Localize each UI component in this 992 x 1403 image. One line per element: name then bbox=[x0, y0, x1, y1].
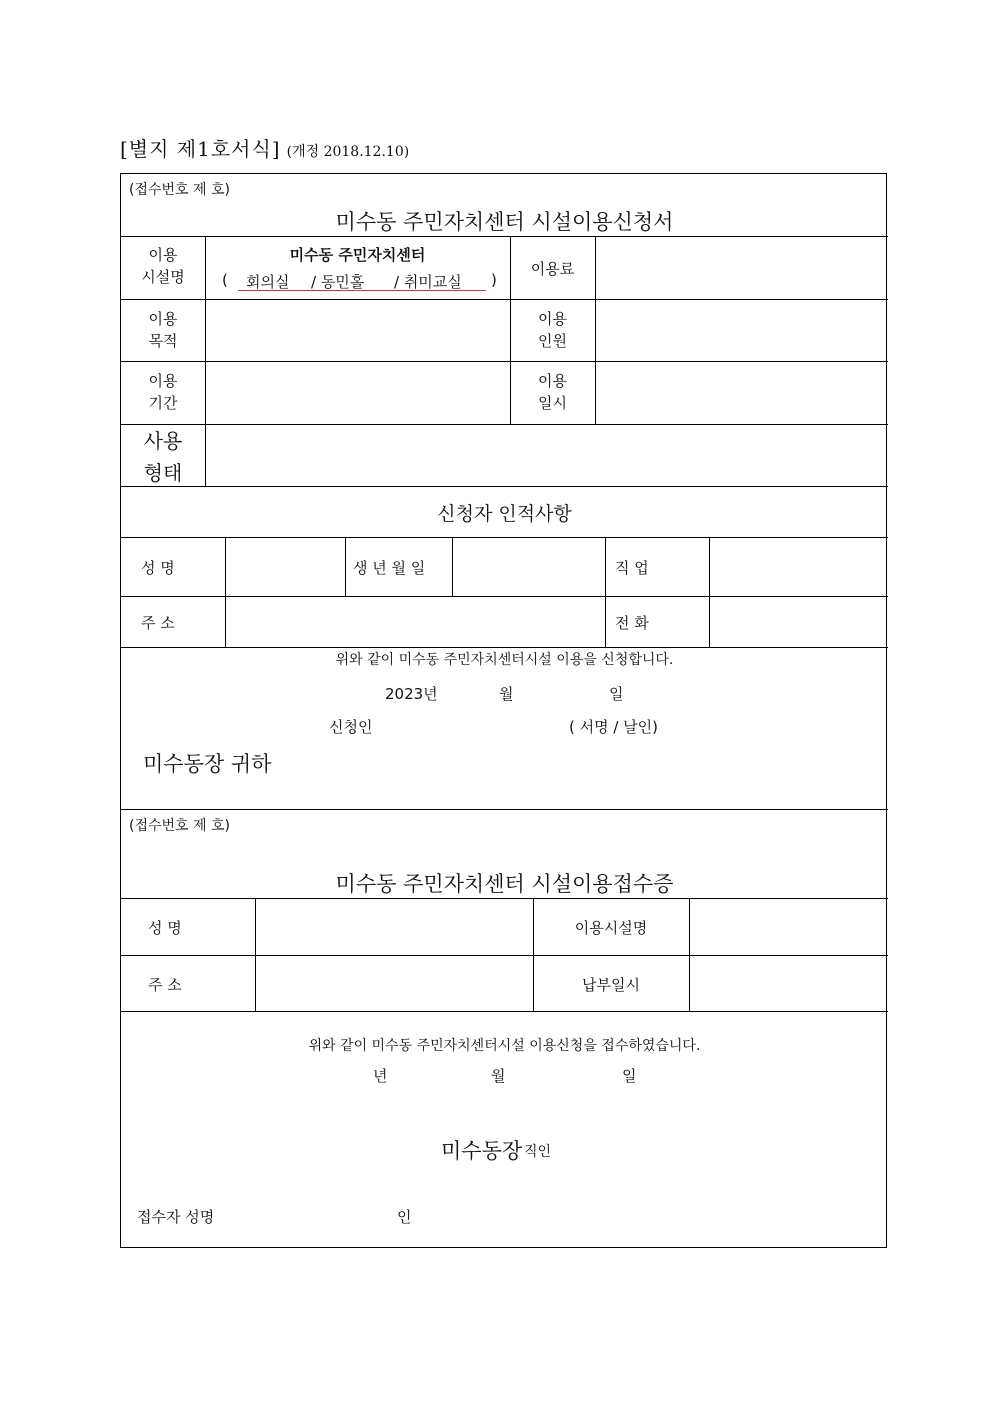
date-day: 일 bbox=[609, 685, 624, 703]
address-field[interactable] bbox=[226, 597, 604, 646]
date-month: 월 bbox=[499, 685, 514, 703]
fee-field[interactable] bbox=[596, 237, 886, 298]
purpose-field[interactable] bbox=[206, 300, 509, 360]
receipt-date-year: 년 bbox=[373, 1067, 388, 1085]
paren-open: ( bbox=[222, 271, 228, 289]
receipt-address-label: 주 소 bbox=[148, 976, 182, 994]
receipt-name-field[interactable] bbox=[256, 899, 532, 954]
address-label: 주 소 bbox=[141, 614, 175, 632]
receipt-facility-field[interactable] bbox=[690, 899, 886, 954]
birth-label: 생 년 월 일 bbox=[353, 559, 426, 577]
receipt-payment-label: 납부일시 bbox=[582, 976, 640, 994]
datetime-label: 이용 일시 bbox=[538, 372, 567, 412]
facility-name: 미수동 주민자치센터 bbox=[289, 246, 426, 264]
receiver-label: 접수자 성명 bbox=[137, 1208, 215, 1226]
receipt-receipt-number: (접수번호 제 호) bbox=[129, 818, 230, 834]
signature-label: ( 서명 / 날인) bbox=[569, 718, 659, 736]
name-label: 성 명 bbox=[141, 559, 175, 577]
receipt-address-field[interactable] bbox=[256, 956, 532, 1010]
option-meeting-room[interactable]: 회의실 bbox=[246, 273, 290, 291]
option-hobby-room[interactable]: / 취미교실 bbox=[394, 273, 462, 291]
chief-title: 미수동장 bbox=[441, 1139, 523, 1163]
applicant-section-title: 신청자 인적사항 bbox=[437, 503, 572, 525]
receipt-facility-label: 이용시설명 bbox=[574, 919, 648, 937]
facility-label: 이용 시설명 bbox=[141, 246, 185, 286]
phone-field[interactable] bbox=[710, 597, 886, 646]
addressee: 미수동장 귀하 bbox=[143, 752, 272, 776]
form-title: 미수동 주민자치센터 시설이용신청서 bbox=[335, 210, 674, 234]
people-field[interactable] bbox=[596, 300, 886, 360]
option-hall[interactable]: / 동민홀 bbox=[311, 273, 365, 291]
form-header bbox=[120, 133, 409, 162]
period-label: 이용 기간 bbox=[148, 372, 178, 412]
applicant-label: 신청인 bbox=[329, 718, 373, 736]
form-number: [별지 제1호서식] bbox=[120, 137, 281, 161]
period-field[interactable] bbox=[206, 362, 509, 423]
official-seal-label: 직인 bbox=[524, 1144, 552, 1160]
name-field[interactable] bbox=[226, 538, 344, 595]
receipt-statement: 위와 같이 미수동 주민자치센터시설 이용신청을 접수하였습니다. bbox=[308, 1038, 701, 1054]
job-label: 직 업 bbox=[615, 559, 649, 577]
receipt-date-month: 월 bbox=[491, 1067, 506, 1085]
people-label: 이용 인원 bbox=[538, 310, 567, 350]
purpose-label: 이용 목적 bbox=[148, 310, 178, 350]
paren-close: ) bbox=[491, 271, 497, 289]
application-statement: 위와 같이 미수동 주민자치센터시설 이용을 신청합니다. bbox=[335, 652, 674, 668]
usage-type-field[interactable] bbox=[206, 425, 886, 485]
date-year: 2023년 bbox=[385, 685, 438, 703]
job-field[interactable] bbox=[710, 538, 886, 595]
receipt-payment-field[interactable] bbox=[690, 956, 886, 1010]
fee-label: 이용료 bbox=[530, 260, 575, 278]
phone-label: 전 화 bbox=[615, 614, 649, 632]
revision-date: (개정 2018.12.10) bbox=[286, 144, 410, 160]
red-underline bbox=[238, 290, 486, 291]
birth-field[interactable] bbox=[453, 538, 604, 595]
receipt-name-label: 성 명 bbox=[148, 919, 182, 937]
receipt-title: 미수동 주민자치센터 시설이용접수증 bbox=[335, 872, 674, 896]
application-form bbox=[120, 173, 887, 1248]
usage-type-label: 사용 형태 bbox=[143, 429, 183, 485]
datetime-field[interactable] bbox=[596, 362, 886, 423]
receipt-date-day: 일 bbox=[622, 1067, 637, 1085]
receipt-number: (접수번호 제 호) bbox=[129, 182, 230, 198]
receiver-stamp: 인 bbox=[397, 1208, 412, 1226]
